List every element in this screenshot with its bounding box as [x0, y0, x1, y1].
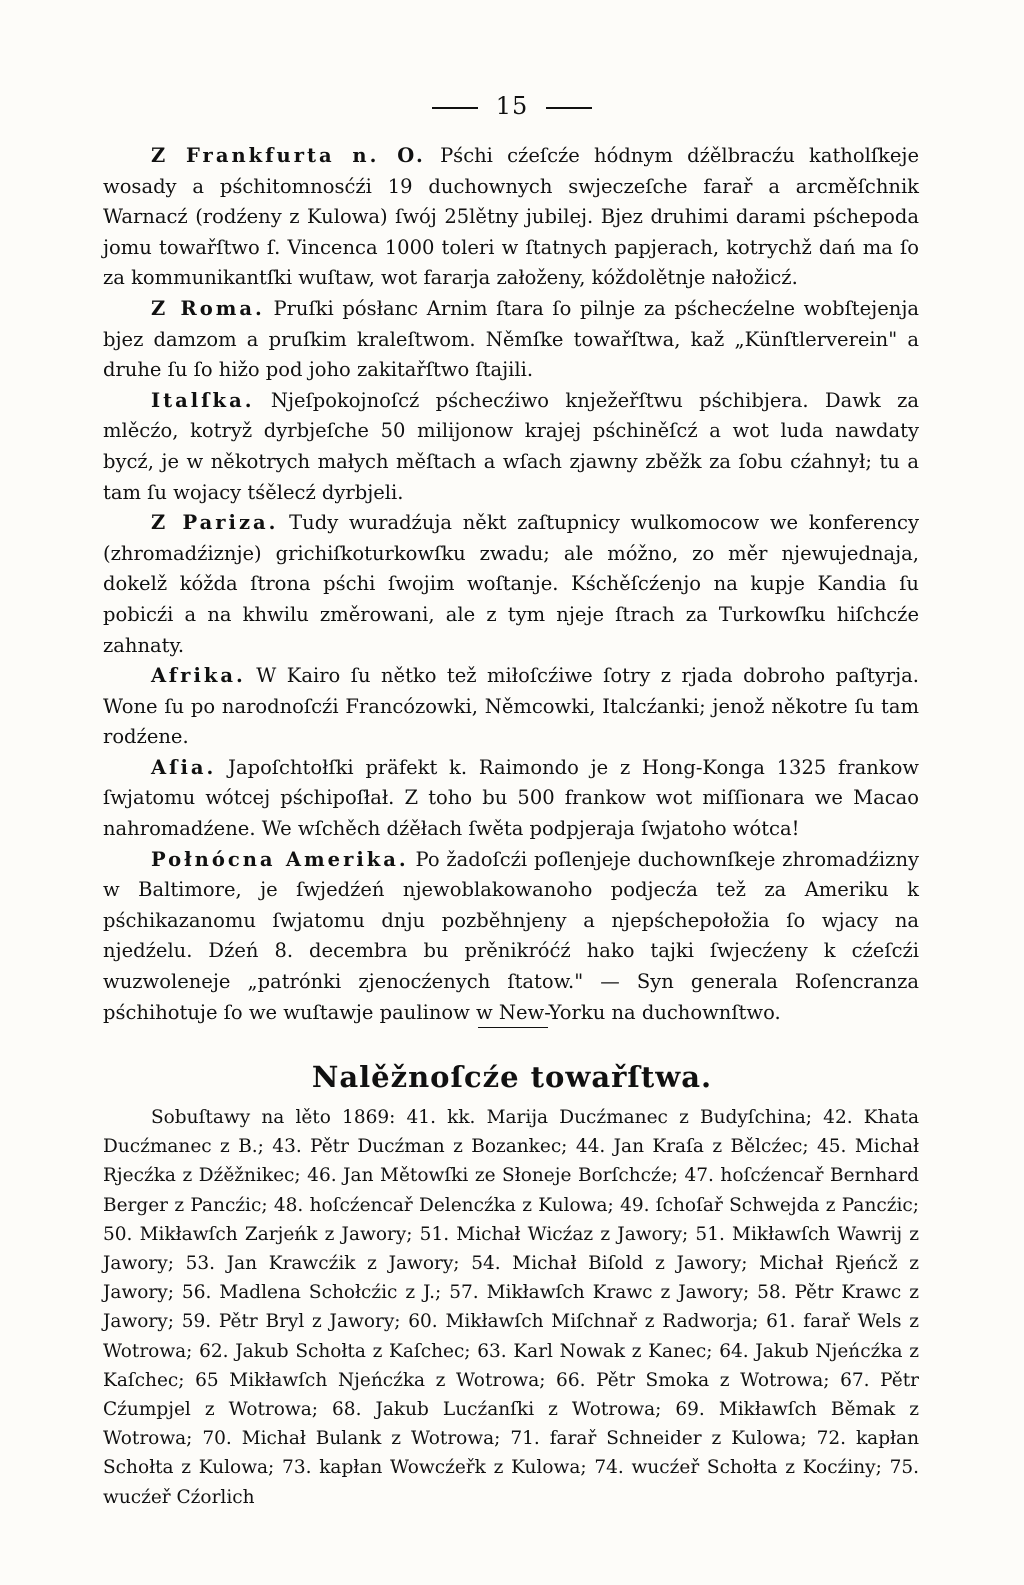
- news-text: Tudy wuradźuja někt zaſtupnicy wulkomocow we konferency (zhromadźiznje) grichiſkoturkowſku zwadu; ale móžno, zo měr njewujednaja, dokelž kóžda ſtrona pśchi ſwojim woſtanje. Kśchěſcźenjo na kupje Kandia ſu pobicźi a na khwilu změrowani, ale z tym njeje ſtrach za Turkowſku hiſchcźe zahnaty.: [103, 511, 919, 657]
- page-number: 15: [495, 92, 529, 120]
- members-list: Sobuſtawy na lěto 1869: 41. kk. Marija Ducźmanec z Budyſchina; 42. Khata Ducźmanec z B.; 43. Pětr Ducźman z Bozankec; 44. Jan Kraſa z Bělcźec; 45. Michał Rjecźka z Dźěžnikec; 46. Jan Mětowſki ze Słoneje Borſchcźe; 47. hoſcźencař Bernhard Berger z Pancźic; 48. hoſcźencař Delencźka z Kulowa; 49. ſchoſař Schwejda z Pancźic; 50. Mikławſch Zarjeńk z Jawory; 51. Michał Wicźaz z Jawory; 51. Mikławſch Wawrij z Jawory; 53. Jan Krawcźik z Jawory; 54. Michał Biſold z Jawory; Michał Rjeńcž z Jawory; 56. Madlena Schołcźic z J.; 57. Mikławſch Krawc z Jawory; 58. Pětr Krawc z Jawory; 59. Pětr Bryl z Jawory; 60. Mikławſch Miſchnař z Radworja; 61. farař Wels z Wotrowa; 62. Jakub Schołta z Kaſchec; 63. Karl Nowak z Kanec; 64. Jakub Njeńcźka z Kaſchec; 65 Mikławſch Njeńcźka z Wotrowa; 66. Pětr Smoka z Wotrowa; 67. Pětr Cźumpjel z Wotrowa; 68. Jakub Lucźanſki z Wotrowa; 69. Mikławſch Běmak z Wotrowa; 70. Michał Bulank z Wotrowa; 71. farař Schneider z Kulowa; 72. kapłan Schołta z Kulowa; 73. kapłan Wowcźeřk z Kulowa; 74. wucźeř Schołta z Kocźiny; 75. wucźeř Cźorlich: [103, 1107, 919, 1508]
- news-item: [103, 508, 919, 661]
- news-place: Z Frankfurta n. O.: [151, 144, 426, 167]
- news-section: [103, 141, 919, 1028]
- news-item: [103, 845, 919, 1029]
- news-text: Pruſki pósłanc Arnim ſtara ſo pilnje za pśchecźelne wobſtejenja bjez damzom a pruſkim kraleſtwom. Němſke towařſtwa, kaž „Künſtlerverein" a druhe ſu ſo hižo pod joho zakitařſtwo ſtajili.: [103, 296, 920, 382]
- section-heading: Nalěžnoſcźe towařſtwa.: [311, 1060, 713, 1094]
- members-section: [103, 1103, 919, 1512]
- news-place: Afrika.: [151, 664, 246, 688]
- news-text: Njeſpokojnoſcź pśchecźiwo knježeřſtwu pśchibjera. Dawk za mlěcźo, kotryž dyrbjeſche 50 milijonow krajej pśchiněſcź a wot luda nawdaty bycź, je w někotrych małych měſtach a wſach zjawny zběžk za ſobu cźahnył; tu a tam ſu wojacy tśělecź dyrbjeli.: [103, 388, 919, 504]
- section-divider: [478, 1027, 548, 1028]
- news-place: Połnócna Amerika.: [151, 847, 409, 871]
- news-text: Pśchi cźeſcźe hódnym dźělbracźu katholſkeje wosady a pśchitomnosćźi 19 duchownych swjeczeſche farař a arcměſchnik Warnacź (rodźeny z Kulowa) ſwój 25lětny jubilej. Bjez druhimi darami pśchepoda jomu towařſtwo ſ. Vincenca 1000 toleri w ſtatnych papjerach, kotrychž dań ma ſo za kommunikantſki wuſtaw, wot fararja załoženy, kóždolětnje nałožicź.: [103, 144, 919, 290]
- news-text: W Kairo ſu nětko tež miłoſcźiwe ſotry z rjada dobroho paſtyrja. Wone ſu po narodnoſcźi Francózowki, Němcowki, Italcźanki; jenož někotre ſu tam rodźene.: [103, 664, 919, 749]
- right-dash: [546, 107, 592, 109]
- news-place: Italſka.: [151, 388, 255, 412]
- news-text: Japoſchtołſki präfekt k. Raimondo je z Hong-Konga 1325 frankow ſwjatomu wótcej pśchipoſłał. Z toho bu 500 frankow wot miſſionara we Macao nahromadźene. We wſchěch dźěłach ſwěta podpjeraja ſwjatoho wótca!: [103, 755, 919, 841]
- news-place: Z Roma.: [151, 296, 265, 320]
- news-item: [103, 294, 919, 386]
- news-place: Z Pariza.: [151, 511, 279, 535]
- news-text: Po žadoſcźi poſlenjeje duchownſkeje zhromadźizny w Baltimore, je ſwjedźeń njewoblakowanoho podjecźa tež za Ameriku k pśchikazanomu ſwjatomu dnju pozběhnjeny a njepśchepołožia ſo wjacy na njedźelu. Dźeń 8. decembra bu prěnikróćź hako tajki ſwjecźeny k cźeſcźi wuzwoleneje „patrónki zjenocźenych ſtatow." — Syn generala Roſencranza pśchihotuje ſo we wuſtawje paulinow w New-Yorku na duchownſtwo.: [103, 847, 920, 1024]
- news-item: [103, 141, 919, 294]
- left-dash: [432, 107, 478, 109]
- news-item: [103, 386, 919, 508]
- news-item: [103, 661, 919, 753]
- page-number-line: [0, 92, 1024, 120]
- news-place: Aſia.: [151, 755, 217, 779]
- news-item: [103, 753, 919, 845]
